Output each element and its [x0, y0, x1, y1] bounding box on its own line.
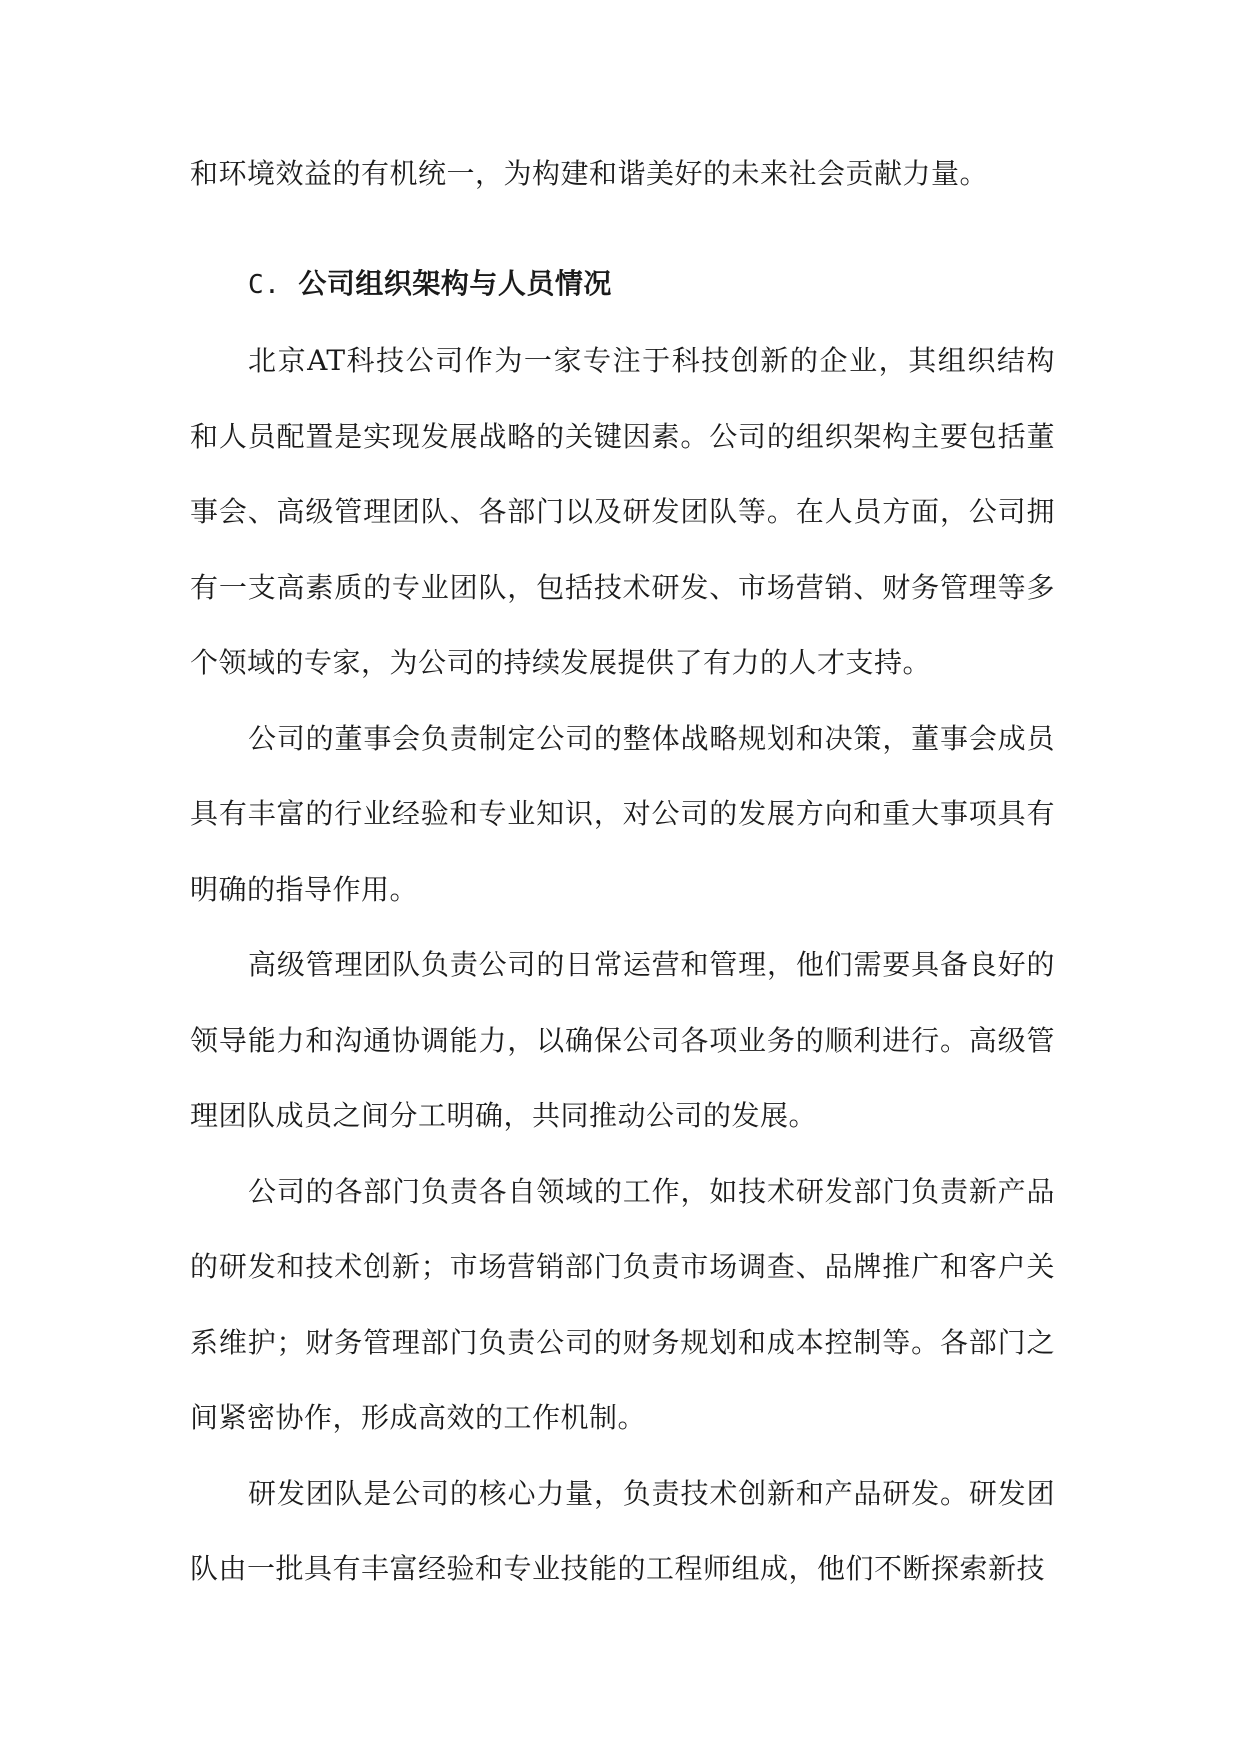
paragraph-management: 高级管理团队负责公司的日常运营和管理，他们需要具备良好的领导能力和沟通协调能力，以确保公司各项业务的顺利进行。高级管理团队成员之间分工明确，共同推动公司的发展。 [190, 948, 1055, 1132]
paragraph-board: 公司的董事会负责制定公司的整体战略规划和决策，董事会成员具有丰富的行业经验和专业知识，对公司的发展方向和重大事项具有明确的指导作用。 [190, 721, 1055, 906]
paragraph-continuation: 和环境效益的有机统一，为构建和谐美好的未来社会贡献力量。 [190, 157, 989, 190]
paragraph-rnd: 研发团队是公司的核心力量，负责技术创新和产品研发。研发团队由一批具有丰富经验和专业技能的工程师组成，他们不断探索新技 [190, 1476, 1055, 1585]
document-body [190, 136, 1055, 1607]
paragraph-overview: 北京AT科技公司作为一家专注于科技创新的企业，其组织结构和人员配置是实现发展战略的关键因素。公司的组织架构主要包括董事会、高级管理团队、各部门以及研发团队等。在人员方面，公司拥有一支高素质的专业团队，包括技术研发、市场营销、财务管理等多个领域的专家，为公司的持续发展提供了有力的人才支持。 [190, 344, 1055, 679]
section-number: C. [248, 269, 281, 300]
section-title: 公司组织架构与人员情况 [298, 266, 612, 300]
section-heading [190, 246, 1055, 324]
paragraph-departments: 公司的各部门负责各自领域的工作，如技术研发部门负责新产品的研发和技术创新；市场营销部门负责市场调查、品牌推广和客户关系维护；财务管理部门负责公司的财务规划和成本控制等。各部门之间紧密协作，形成高效的工作机制。 [190, 1174, 1055, 1434]
